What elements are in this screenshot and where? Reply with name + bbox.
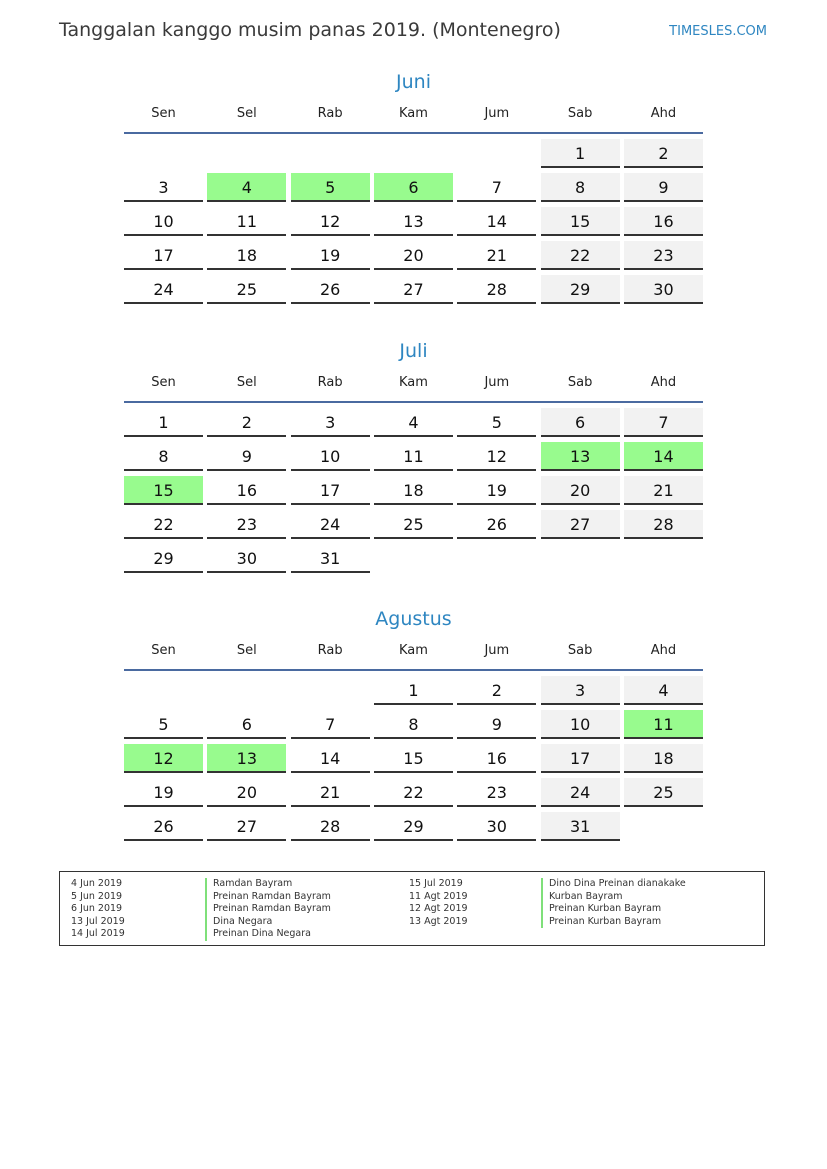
day-cell: 10 (124, 207, 203, 236)
empty-cell (124, 676, 203, 705)
day-cell: 30 (457, 812, 536, 841)
legend-holiday-name: Preinan Ramdan Bayram (205, 903, 331, 916)
day-cell: 27 (374, 275, 453, 304)
day-cell: 28 (457, 275, 536, 304)
day-cell: 6 (207, 710, 286, 739)
day-cell: 22 (541, 241, 620, 270)
day-cell: 1 (124, 408, 203, 437)
day-cell: 30 (207, 544, 286, 573)
legend-names-right (541, 878, 686, 928)
day-cell: 28 (291, 812, 370, 841)
site-link[interactable]: TIMESLES.COM (669, 24, 767, 39)
weekday-header-row (124, 373, 703, 393)
weekday-label: Jum (484, 106, 510, 121)
day-cell: 19 (124, 778, 203, 807)
day-cell: 14 (291, 744, 370, 773)
legend-holiday-date: 13 Jul 2019 (71, 915, 125, 927)
day-cell: 25 (624, 778, 703, 807)
weekday-label: Sel (236, 375, 257, 390)
day-cell: 23 (624, 241, 703, 270)
day-cell: 21 (457, 241, 536, 270)
day-cell: 4 (624, 676, 703, 705)
holiday-day-cell: 4 (207, 173, 286, 202)
day-cell: 31 (291, 544, 370, 573)
weekday-label: Rab (317, 375, 343, 390)
day-cell: 3 (291, 408, 370, 437)
weekday-header-row (124, 104, 703, 124)
day-cell: 11 (374, 442, 453, 471)
day-cell: 10 (291, 442, 370, 471)
weekday-label: Sen (151, 643, 176, 658)
month-title: Agustus (375, 608, 452, 630)
month-divider (124, 669, 703, 671)
day-cell: 10 (541, 710, 620, 739)
day-cell: 27 (207, 812, 286, 841)
day-cell: 18 (374, 476, 453, 505)
legend-holiday-date: 4 Jun 2019 (71, 878, 123, 889)
day-cell: 14 (457, 207, 536, 236)
day-cell: 21 (624, 476, 703, 505)
day-cell: 8 (374, 710, 453, 739)
legend-holiday-name: Preinan Ramdan Bayram (205, 891, 331, 904)
weekday-label: Sen (151, 375, 176, 390)
legend-holiday-date: 15 Jul 2019 (409, 878, 463, 889)
day-cell: 20 (541, 476, 620, 505)
day-cell: 30 (624, 275, 703, 304)
weekday-label: Sel (236, 643, 257, 658)
day-cell: 6 (541, 408, 620, 437)
day-cell: 9 (207, 442, 286, 471)
day-cell: 17 (124, 241, 203, 270)
empty-cell (291, 676, 370, 705)
empty-cell (207, 676, 286, 705)
legend-holiday-name: Preinan Kurban Bayram (541, 916, 686, 929)
weekday-label: Sab (567, 643, 593, 658)
month-july (124, 337, 703, 573)
day-cell: 8 (124, 442, 203, 471)
day-cell: 2 (457, 676, 536, 705)
day-cell: 17 (541, 744, 620, 773)
legend-holiday-date: 12 Agt 2019 (409, 903, 468, 914)
day-cell: 29 (374, 812, 453, 841)
legend-holiday-date: 6 Jun 2019 (71, 903, 123, 914)
day-cell: 26 (457, 510, 536, 539)
day-cell: 28 (624, 510, 703, 539)
day-cell: 29 (124, 544, 203, 573)
day-cell: 7 (624, 408, 703, 437)
weekday-label: Sen (151, 106, 176, 121)
holiday-day-cell: 13 (207, 744, 286, 773)
weekday-label: Ahd (650, 375, 677, 390)
month-divider (124, 132, 703, 134)
day-cell: 1 (541, 139, 620, 168)
day-cell: 26 (291, 275, 370, 304)
legend-names-left (205, 878, 331, 941)
day-cell: 18 (207, 241, 286, 270)
legend-holiday-name: Dina Negara (205, 916, 331, 929)
day-cell: 3 (541, 676, 620, 705)
legend-holiday-date: 5 Jun 2019 (71, 890, 123, 902)
weekday-label: Jum (484, 643, 510, 658)
day-cell: 7 (457, 173, 536, 202)
weekday-label: Sab (567, 106, 593, 121)
legend-holiday-name: Preinan Kurban Bayram (541, 903, 686, 916)
day-cell: 21 (291, 778, 370, 807)
day-cell: 24 (541, 778, 620, 807)
day-cell: 7 (291, 710, 370, 739)
day-grid (124, 139, 703, 304)
day-cell: 25 (207, 275, 286, 304)
empty-cell (291, 139, 370, 168)
day-cell: 24 (291, 510, 370, 539)
day-cell: 26 (124, 812, 203, 841)
weekday-label: Kam (399, 375, 428, 390)
holiday-day-cell: 5 (291, 173, 370, 202)
day-cell: 9 (457, 710, 536, 739)
day-cell: 31 (541, 812, 620, 841)
day-cell: 17 (291, 476, 370, 505)
legend-holiday-name: Dino Dina Preinan dianakake (541, 878, 686, 891)
weekday-label: Jum (484, 375, 510, 390)
day-cell: 27 (541, 510, 620, 539)
month-divider (124, 401, 703, 403)
empty-cell (124, 139, 203, 168)
holiday-day-cell: 15 (124, 476, 203, 505)
day-cell: 3 (124, 173, 203, 202)
empty-cell (457, 139, 536, 168)
day-cell: 15 (374, 744, 453, 773)
day-cell: 29 (541, 275, 620, 304)
day-cell: 24 (124, 275, 203, 304)
day-cell: 12 (291, 207, 370, 236)
day-cell: 2 (624, 139, 703, 168)
holiday-day-cell: 6 (374, 173, 453, 202)
month-title: Juli (399, 340, 428, 362)
day-grid (124, 408, 703, 573)
day-cell: 5 (124, 710, 203, 739)
legend-holiday-date: 14 Jul 2019 (71, 928, 125, 939)
holiday-legend (59, 871, 765, 946)
day-grid (124, 676, 703, 841)
weekday-header-row (124, 641, 703, 661)
page-title: Tanggalan kanggo musim panas 2019. (Montenegro) (59, 19, 561, 41)
day-cell: 9 (624, 173, 703, 202)
legend-holiday-date: 11 Agt 2019 (409, 890, 468, 902)
weekday-label: Ahd (650, 106, 677, 121)
day-cell: 22 (374, 778, 453, 807)
day-cell: 20 (374, 241, 453, 270)
holiday-day-cell: 12 (124, 744, 203, 773)
day-cell: 5 (457, 408, 536, 437)
day-cell: 8 (541, 173, 620, 202)
weekday-label: Kam (399, 643, 428, 658)
holiday-day-cell: 11 (624, 710, 703, 739)
weekday-label: Kam (399, 106, 428, 121)
day-cell: 11 (207, 207, 286, 236)
day-cell: 19 (457, 476, 536, 505)
day-cell: 22 (124, 510, 203, 539)
day-cell: 12 (457, 442, 536, 471)
day-cell: 1 (374, 676, 453, 705)
month-june (124, 68, 703, 304)
day-cell: 20 (207, 778, 286, 807)
day-cell: 16 (457, 744, 536, 773)
legend-dates-left (71, 878, 125, 941)
weekday-label: Sab (567, 375, 593, 390)
empty-cell (207, 139, 286, 168)
legend-holiday-name: Preinan Dina Negara (205, 928, 331, 941)
legend-holiday-name: Kurban Bayram (541, 891, 686, 904)
day-cell: 23 (207, 510, 286, 539)
month-title: Juni (396, 71, 431, 93)
holiday-day-cell: 14 (624, 442, 703, 471)
weekday-label: Rab (317, 643, 343, 658)
day-cell: 4 (374, 408, 453, 437)
day-cell: 2 (207, 408, 286, 437)
legend-holiday-date: 13 Agt 2019 (409, 915, 468, 927)
weekday-label: Rab (317, 106, 343, 121)
legend-holiday-name: Ramdan Bayram (205, 878, 331, 891)
weekday-label: Sel (236, 106, 257, 121)
legend-dates-right (409, 878, 468, 928)
month-august (124, 605, 703, 841)
day-cell: 18 (624, 744, 703, 773)
day-cell: 23 (457, 778, 536, 807)
day-cell: 25 (374, 510, 453, 539)
empty-cell (374, 139, 453, 168)
weekday-label: Ahd (650, 643, 677, 658)
day-cell: 16 (207, 476, 286, 505)
holiday-day-cell: 13 (541, 442, 620, 471)
day-cell: 13 (374, 207, 453, 236)
day-cell: 19 (291, 241, 370, 270)
day-cell: 16 (624, 207, 703, 236)
day-cell: 15 (541, 207, 620, 236)
